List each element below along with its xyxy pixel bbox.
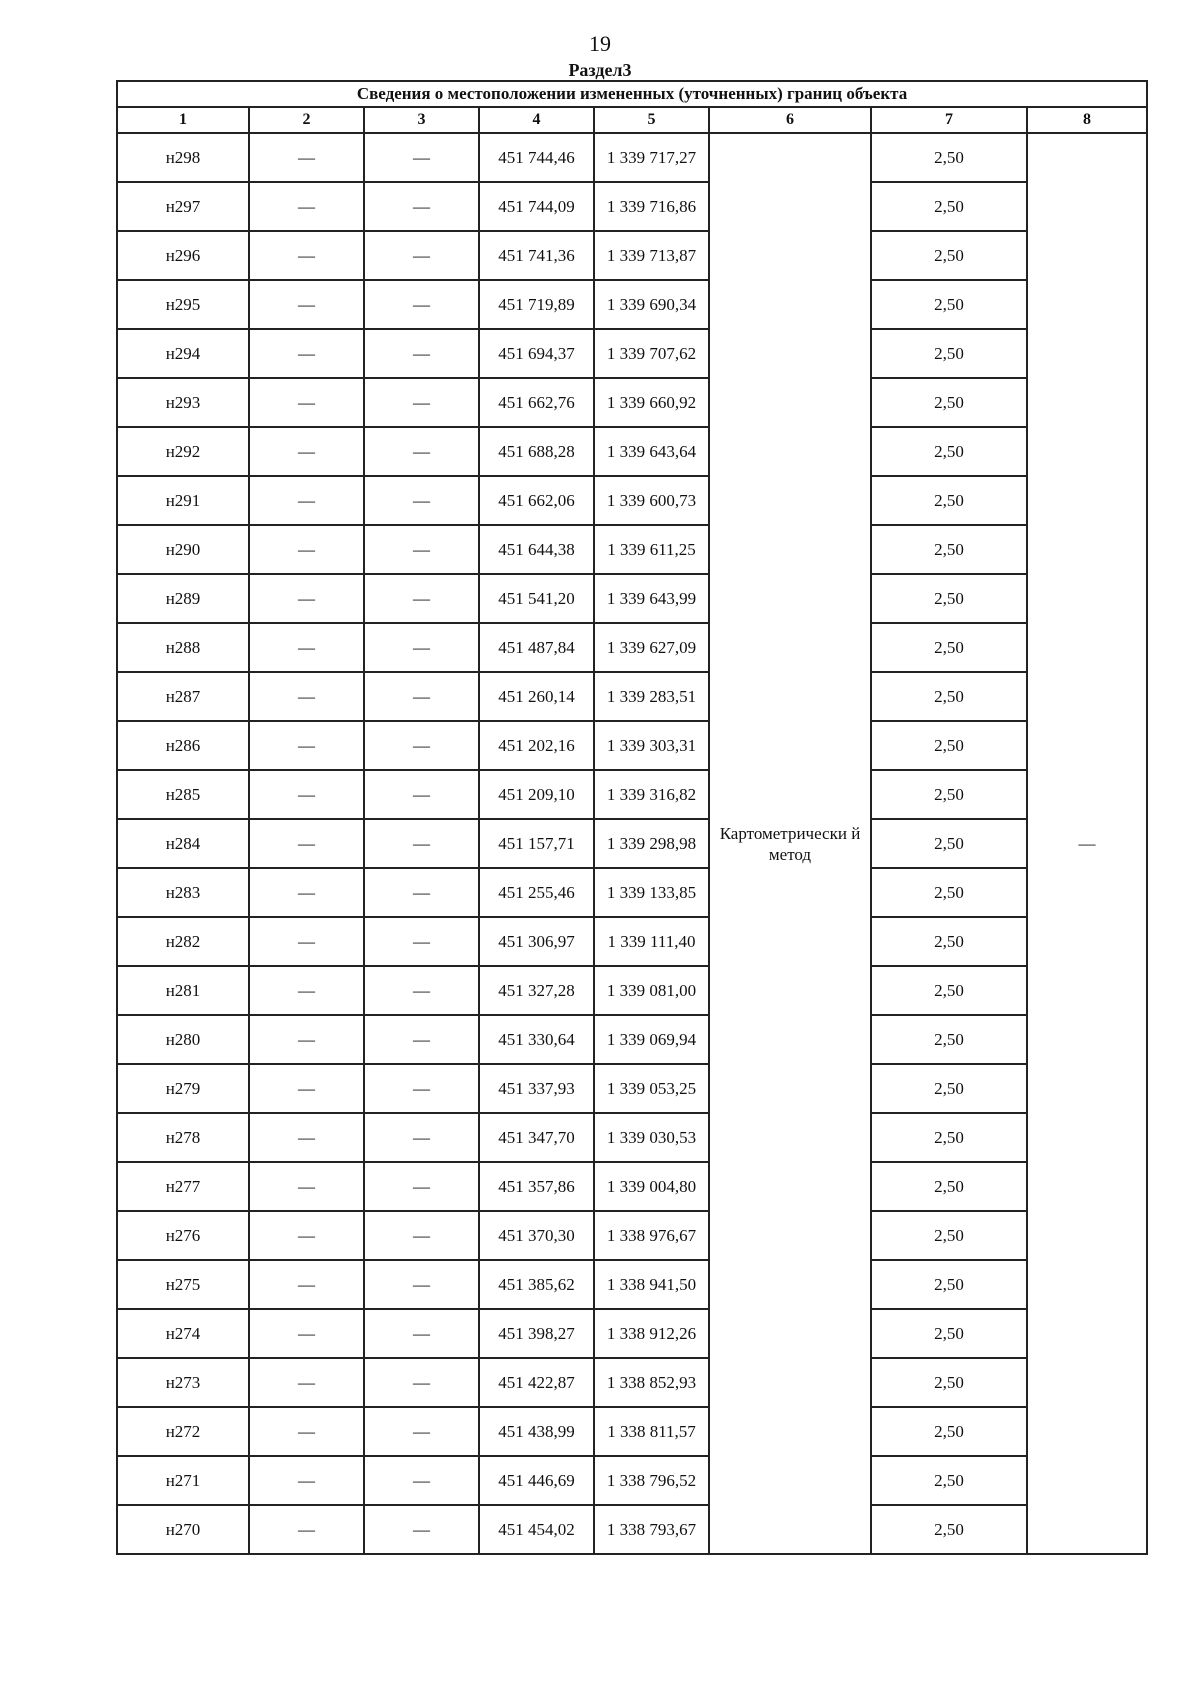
y-coordinate-cell: 1 339 298,98 [594,819,709,868]
point-number-cell: н288 [117,623,249,672]
accuracy-cell: 2,50 [871,1015,1027,1064]
column-number: 3 [364,107,479,133]
column-2-cell: — [249,525,364,574]
x-coordinate-cell: 451 422,87 [479,1358,594,1407]
table-row [117,329,1147,378]
column-2-cell: — [249,1162,364,1211]
accuracy-cell: 2,50 [871,1456,1027,1505]
column-2-cell: — [249,427,364,476]
accuracy-cell: 2,50 [871,182,1027,231]
column-3-cell: — [364,133,479,182]
table-row [117,1162,1147,1211]
column-2-cell: — [249,770,364,819]
table-row [117,525,1147,574]
accuracy-cell: 2,50 [871,525,1027,574]
column-3-cell: — [364,525,479,574]
y-coordinate-cell: 1 339 707,62 [594,329,709,378]
x-coordinate-cell: 451 744,09 [479,182,594,231]
column-3-cell: — [364,231,479,280]
table-row [117,1309,1147,1358]
table-row [117,672,1147,721]
point-number-cell: н283 [117,868,249,917]
section-title: Раздел3 [568,60,632,80]
point-number-cell: н298 [117,133,249,182]
column-2-cell: — [249,329,364,378]
column-3-cell: — [364,770,479,819]
column-number: 6 [709,107,871,133]
column-2-cell: — [249,378,364,427]
point-number-cell: н284 [117,819,249,868]
column-3-cell: — [364,1113,479,1162]
column-number: 7 [871,107,1027,133]
point-number-cell: н296 [117,231,249,280]
y-coordinate-cell: 1 339 053,25 [594,1064,709,1113]
table-row [117,231,1147,280]
point-number-cell: н292 [117,427,249,476]
accuracy-cell: 2,50 [871,133,1027,182]
y-coordinate-cell: 1 339 111,40 [594,917,709,966]
table-row [117,574,1147,623]
column-2-cell: — [249,1358,364,1407]
x-coordinate-cell: 451 719,89 [479,280,594,329]
point-number-cell: н272 [117,1407,249,1456]
column-3-cell: — [364,476,479,525]
column-2-cell: — [249,231,364,280]
accuracy-cell: 2,50 [871,1505,1027,1554]
column-2-cell: — [249,1015,364,1064]
table-row [117,427,1147,476]
x-coordinate-cell: 451 644,38 [479,525,594,574]
column-2-cell: — [249,917,364,966]
x-coordinate-cell: 451 694,37 [479,329,594,378]
accuracy-cell: 2,50 [871,231,1027,280]
accuracy-cell: 2,50 [871,1358,1027,1407]
accuracy-cell: 2,50 [871,966,1027,1015]
column-3-cell: — [364,1162,479,1211]
x-coordinate-cell: 451 357,86 [479,1162,594,1211]
accuracy-cell: 2,50 [871,721,1027,770]
accuracy-cell: 2,50 [871,427,1027,476]
point-number-cell: н274 [117,1309,249,1358]
table-row [117,917,1147,966]
table-row [117,1015,1147,1064]
table-row [117,1260,1147,1309]
x-coordinate-cell: 451 454,02 [479,1505,594,1554]
column-2-cell: — [249,721,364,770]
table-row [117,868,1147,917]
y-coordinate-cell: 1 339 081,00 [594,966,709,1015]
accuracy-cell: 2,50 [871,1113,1027,1162]
accuracy-cell: 2,50 [871,329,1027,378]
column-3-cell: — [364,721,479,770]
accuracy-cell: 2,50 [871,1211,1027,1260]
point-number-cell: н279 [117,1064,249,1113]
table-row [117,819,1147,868]
column-2-cell: — [249,1505,364,1554]
y-coordinate-cell: 1 339 030,53 [594,1113,709,1162]
accuracy-cell: 2,50 [871,378,1027,427]
x-coordinate-cell: 451 157,71 [479,819,594,868]
x-coordinate-cell: 451 487,84 [479,623,594,672]
table-row [117,182,1147,231]
column-3-cell: — [364,280,479,329]
y-coordinate-cell: 1 338 796,52 [594,1456,709,1505]
table-row [117,476,1147,525]
y-coordinate-cell: 1 338 852,93 [594,1358,709,1407]
point-number-cell: н277 [117,1162,249,1211]
point-number-cell: н280 [117,1015,249,1064]
column-number: 8 [1027,107,1147,133]
y-coordinate-cell: 1 339 316,82 [594,770,709,819]
column-3-cell: — [364,1211,479,1260]
x-coordinate-cell: 451 255,46 [479,868,594,917]
table-row [117,1113,1147,1162]
column-3-cell: — [364,966,479,1015]
accuracy-cell: 2,50 [871,770,1027,819]
x-coordinate-cell: 451 347,70 [479,1113,594,1162]
y-coordinate-cell: 1 338 912,26 [594,1309,709,1358]
column-2-cell: — [249,1113,364,1162]
column-3-cell: — [364,1358,479,1407]
page-number: 19 [589,31,611,56]
column-3-cell: — [364,574,479,623]
point-number-cell: н293 [117,378,249,427]
column-number-row [117,107,1147,133]
column-3-cell: — [364,1260,479,1309]
x-coordinate-cell: 451 438,99 [479,1407,594,1456]
column-3-cell: — [364,917,479,966]
x-coordinate-cell: 451 337,93 [479,1064,594,1113]
accuracy-cell: 2,50 [871,1162,1027,1211]
table-row [117,1505,1147,1554]
table-body [117,133,1147,1554]
column-3-cell: — [364,1015,479,1064]
column-2-cell: — [249,280,364,329]
column-2-cell: — [249,1260,364,1309]
point-number-cell: н271 [117,1456,249,1505]
column-3-cell: — [364,1309,479,1358]
point-number-cell: н282 [117,917,249,966]
x-coordinate-cell: 451 541,20 [479,574,594,623]
x-coordinate-cell: 451 260,14 [479,672,594,721]
x-coordinate-cell: 451 398,27 [479,1309,594,1358]
x-coordinate-cell: 451 744,46 [479,133,594,182]
x-coordinate-cell: 451 209,10 [479,770,594,819]
y-coordinate-cell: 1 339 713,87 [594,231,709,280]
column-2-cell: — [249,1456,364,1505]
accuracy-cell: 2,50 [871,1407,1027,1456]
point-number-cell: н273 [117,1358,249,1407]
column-3-cell: — [364,1407,479,1456]
column-2-cell: — [249,1309,364,1358]
accuracy-cell: 2,50 [871,1309,1027,1358]
x-coordinate-cell: 451 202,16 [479,721,594,770]
column-2-cell: — [249,1211,364,1260]
point-number-cell: н287 [117,672,249,721]
x-coordinate-cell: 451 385,62 [479,1260,594,1309]
y-coordinate-cell: 1 339 303,31 [594,721,709,770]
y-coordinate-cell: 1 339 716,86 [594,182,709,231]
column-2-cell: — [249,623,364,672]
accuracy-cell: 2,50 [871,868,1027,917]
x-coordinate-cell: 451 741,36 [479,231,594,280]
accuracy-cell: 2,50 [871,672,1027,721]
point-number-cell: н297 [117,182,249,231]
point-number-cell: н275 [117,1260,249,1309]
y-coordinate-cell: 1 338 976,67 [594,1211,709,1260]
table-row [117,1407,1147,1456]
table-row [117,378,1147,427]
method-cell: Картометрически й метод [709,133,871,1554]
point-number-cell: н291 [117,476,249,525]
point-number-cell: н294 [117,329,249,378]
column-3-cell: — [364,1064,479,1113]
table-row [117,1456,1147,1505]
point-number-cell: н278 [117,1113,249,1162]
column-number: 4 [479,107,594,133]
column-3-cell: — [364,1505,479,1554]
accuracy-cell: 2,50 [871,623,1027,672]
y-coordinate-cell: 1 339 611,25 [594,525,709,574]
column-3-cell: — [364,1456,479,1505]
y-coordinate-cell: 1 338 811,57 [594,1407,709,1456]
column-2-cell: — [249,476,364,525]
accuracy-cell: 2,50 [871,280,1027,329]
y-coordinate-cell: 1 339 004,80 [594,1162,709,1211]
table-row [117,280,1147,329]
column-2-cell: — [249,966,364,1015]
point-number-cell: н286 [117,721,249,770]
y-coordinate-cell: 1 339 627,09 [594,623,709,672]
column-2-cell: — [249,574,364,623]
accuracy-cell: 2,50 [871,476,1027,525]
boundary-points-table [116,80,1148,1555]
x-coordinate-cell: 451 306,97 [479,917,594,966]
table-row [117,966,1147,1015]
x-coordinate-cell: 451 688,28 [479,427,594,476]
accuracy-cell: 2,50 [871,819,1027,868]
column-2-cell: — [249,133,364,182]
y-coordinate-cell: 1 339 069,94 [594,1015,709,1064]
table-row [117,1358,1147,1407]
column-3-cell: — [364,378,479,427]
point-number-cell: н285 [117,770,249,819]
y-coordinate-cell: 1 339 660,92 [594,378,709,427]
y-coordinate-cell: 1 339 717,27 [594,133,709,182]
column-3-cell: — [364,427,479,476]
y-coordinate-cell: 1 339 133,85 [594,868,709,917]
x-coordinate-cell: 451 330,64 [479,1015,594,1064]
column-2-cell: — [249,672,364,721]
x-coordinate-cell: 451 446,69 [479,1456,594,1505]
x-coordinate-cell: 451 327,28 [479,966,594,1015]
column-3-cell: — [364,672,479,721]
column-number: 1 [117,107,249,133]
y-coordinate-cell: 1 338 793,67 [594,1505,709,1554]
accuracy-cell: 2,50 [871,1064,1027,1113]
x-coordinate-cell: 451 370,30 [479,1211,594,1260]
x-coordinate-cell: 451 662,06 [479,476,594,525]
column-8-cell: — [1027,133,1147,1554]
table-row [117,721,1147,770]
column-2-cell: — [249,868,364,917]
table-row [117,770,1147,819]
y-coordinate-cell: 1 339 643,99 [594,574,709,623]
y-coordinate-cell: 1 339 283,51 [594,672,709,721]
column-3-cell: — [364,182,479,231]
table-caption: Сведения о местоположении измененных (уточненных) границ объекта [117,81,1147,107]
column-2-cell: — [249,1064,364,1113]
point-number-cell: н270 [117,1505,249,1554]
column-2-cell: — [249,819,364,868]
table-row [117,133,1147,182]
column-3-cell: — [364,868,479,917]
column-3-cell: — [364,329,479,378]
column-2-cell: — [249,182,364,231]
table-row [117,623,1147,672]
point-number-cell: н281 [117,966,249,1015]
column-number: 5 [594,107,709,133]
point-number-cell: н289 [117,574,249,623]
table-row [117,1211,1147,1260]
accuracy-cell: 2,50 [871,1260,1027,1309]
y-coordinate-cell: 1 339 643,64 [594,427,709,476]
column-number: 2 [249,107,364,133]
point-number-cell: н295 [117,280,249,329]
y-coordinate-cell: 1 339 600,73 [594,476,709,525]
column-2-cell: — [249,1407,364,1456]
y-coordinate-cell: 1 339 690,34 [594,280,709,329]
y-coordinate-cell: 1 338 941,50 [594,1260,709,1309]
column-3-cell: — [364,819,479,868]
point-number-cell: н276 [117,1211,249,1260]
accuracy-cell: 2,50 [871,917,1027,966]
column-3-cell: — [364,623,479,672]
accuracy-cell: 2,50 [871,574,1027,623]
x-coordinate-cell: 451 662,76 [479,378,594,427]
table-row [117,1064,1147,1113]
point-number-cell: н290 [117,525,249,574]
